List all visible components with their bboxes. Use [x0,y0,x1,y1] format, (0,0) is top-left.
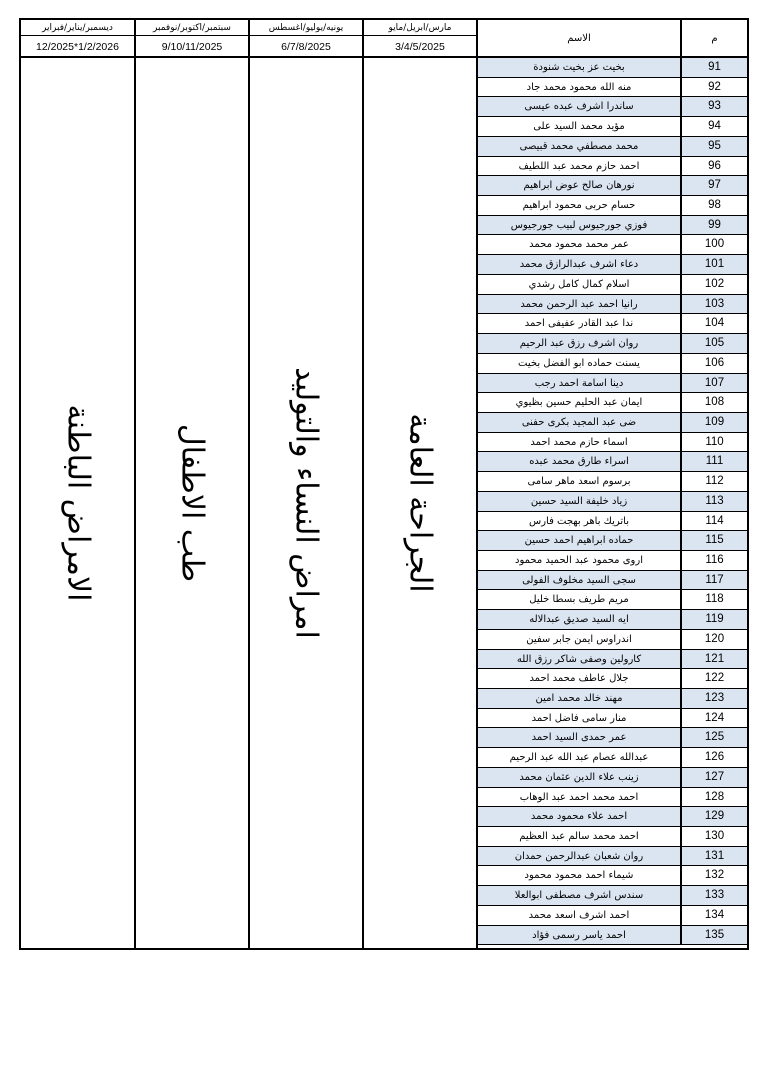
student-number: 123 [682,689,747,709]
table-row [478,235,747,255]
student-number: 127 [682,768,747,788]
table-row [478,847,747,867]
table-row [478,610,747,630]
student-name: بخيت عز بخيت شنودة [478,58,682,78]
table-row [478,689,747,709]
student-name: فوزي جورجيوس لبيب جورجيوس [478,216,682,236]
student-name: دعاء اشرف عبدالرازق محمد [478,255,682,275]
student-number: 121 [682,650,747,670]
student-number: 113 [682,492,747,512]
student-number: 116 [682,551,747,571]
student-name: يسنت حماده ابو الفضل بخيت [478,354,682,374]
student-name: ايمان عبد الحليم حسين بظيوي [478,393,682,413]
student-name: احمد اشرف اسعد محمد [478,906,682,926]
student-number: 95 [682,137,747,157]
student-number: 93 [682,97,747,117]
student-number: 99 [682,216,747,236]
table-row [478,176,747,196]
table-row [478,926,747,946]
student-name: نورهان صالح عوض ابراهيم [478,176,682,196]
student-name: حسام حربى محمود ابراهيم [478,196,682,216]
header-months-4: ديسمبر/يناير/فبراير [21,20,136,36]
student-name: دينا اسامة احمد رجب [478,374,682,394]
student-name: احمد محمد سالم عبد العظيم [478,827,682,847]
student-name: احمد علاء محمود محمد [478,807,682,827]
table-row [478,216,747,236]
table-row [478,196,747,216]
table-row [478,433,747,453]
department-label: الجراحة العامة [402,413,438,593]
header-months-3: سبتمبر/اكتوبر/نوفمبر [136,20,250,36]
student-number: 104 [682,314,747,334]
student-number: 109 [682,413,747,433]
department-label: الامراض الباطنة [60,404,95,602]
table-row [478,58,747,78]
header-name: الاسم [478,20,682,58]
student-name: زينب علاء الدين عثمان محمد [478,768,682,788]
student-number: 125 [682,728,747,748]
student-number: 118 [682,590,747,610]
student-name: زياد خليفة السيد حسين [478,492,682,512]
table-row [478,650,747,670]
student-name: كارولين وصفى شاكر رزق الله [478,650,682,670]
student-name: مهند خالد محمد امين [478,689,682,709]
student-number: 111 [682,452,747,472]
header-dates-4: 12/2025*1/2/2026 [21,36,136,58]
student-number: 98 [682,196,747,216]
table-row [478,906,747,926]
student-number: 110 [682,433,747,453]
table-row [478,827,747,847]
student-name: مؤيد محمد السيد على [478,117,682,137]
header-months-1: مارس/ابريل/مايو [364,20,478,36]
student-name: روان اشرف رزق عبد الرحيم [478,334,682,354]
student-number: 103 [682,295,747,315]
student-number: 134 [682,906,747,926]
table-row [478,768,747,788]
student-name: رانيا احمد عبد الرحمن محمد [478,295,682,315]
table-row [478,709,747,729]
student-name: اسلام كمال كامل رشدي [478,275,682,295]
table-row [478,275,747,295]
table-row [478,334,747,354]
table-row [478,531,747,551]
student-number: 102 [682,275,747,295]
table-row [478,413,747,433]
table-row [478,137,747,157]
table-row [478,157,747,177]
student-name: اسراء طارق محمد عبده [478,452,682,472]
student-name: منار سامى فاضل احمد [478,709,682,729]
table-row [478,117,747,137]
student-name: جلال عاطف محمد احمد [478,669,682,689]
rotation-schedule-table [19,18,749,950]
table-row [478,669,747,689]
header-dates-3: 9/10/11/2025 [136,36,250,58]
student-name: احمد حازم محمد عبد اللطيف [478,157,682,177]
student-number: 122 [682,669,747,689]
student-name: مريم طريف بسطا خليل [478,590,682,610]
table-row [478,571,747,591]
student-name: منه الله محمود محمد جاد [478,78,682,98]
student-number: 120 [682,630,747,650]
table-row [478,551,747,571]
student-name: اسماء حازم محمد احمد [478,433,682,453]
department-label: طب الاطفال [174,423,210,583]
student-name: محمد مصطفي محمد قبيصى [478,137,682,157]
student-number: 107 [682,374,747,394]
student-name: ضى عبد المجيد بكرى حفنى [478,413,682,433]
department-column-obgyn [250,58,364,948]
student-number: 101 [682,255,747,275]
table-row [478,788,747,808]
student-number: 131 [682,847,747,867]
student-name: ساندرا اشرف عبده عيسى [478,97,682,117]
table-row [478,354,747,374]
table-row [478,78,747,98]
table-row [478,295,747,315]
student-number: 130 [682,827,747,847]
table-row [478,472,747,492]
student-number: 108 [682,393,747,413]
student-number: 97 [682,176,747,196]
department-column-pediatrics [136,58,250,948]
student-number: 114 [682,512,747,532]
table-row [478,630,747,650]
department-label: امراض النساء والتوليد [288,367,324,639]
student-number: 117 [682,571,747,591]
student-number: 135 [682,926,747,946]
header-months-2: يونيه/يوليو/اغسطس [250,20,364,36]
student-name: اروى محمود عبد الحميد محمود [478,551,682,571]
student-number: 119 [682,610,747,630]
student-name: عمر محمد محمود محمد [478,235,682,255]
student-number: 132 [682,866,747,886]
student-name: ايه السيد صديق عبدالاله [478,610,682,630]
student-name: احمد محمد احمد عبد الوهاب [478,788,682,808]
table-row [478,314,747,334]
student-number: 92 [682,78,747,98]
student-name: اندراوس ايمن جابر سفين [478,630,682,650]
department-column-internal-medicine [21,58,136,948]
table-row [478,866,747,886]
student-number: 94 [682,117,747,137]
student-number: 115 [682,531,747,551]
table-row [478,492,747,512]
student-name: احمد ياسر رسمى فؤاد [478,926,682,946]
student-number: 128 [682,788,747,808]
header-dates-1: 3/4/5/2025 [364,36,478,58]
department-column-general-surgery [364,58,478,948]
student-number: 133 [682,886,747,906]
table-row [478,97,747,117]
student-number: 112 [682,472,747,492]
student-number: 96 [682,157,747,177]
student-name: شيماء احمد محمود محمود [478,866,682,886]
student-list [478,58,747,945]
header-dates-2: 6/7/8/2025 [250,36,364,58]
student-name: حماده ابراهيم احمد حسين [478,531,682,551]
student-name: سندس اشرف مصطفى ابوالعلا [478,886,682,906]
table-row [478,748,747,768]
student-number: 100 [682,235,747,255]
student-name: عمر حمدى السيد احمد [478,728,682,748]
table-row [478,728,747,748]
table-row [478,452,747,472]
student-name: باتريك باهر بهجت فارس [478,512,682,532]
table-row [478,393,747,413]
student-name: برسوم اسعد ماهر سامى [478,472,682,492]
student-name: سجى السيد مخلوف الفولى [478,571,682,591]
student-name: عبدالله عصام عبد الله عبد الرحيم [478,748,682,768]
table-row [478,807,747,827]
student-name: روان شعبان عبدالرحمن حمدان [478,847,682,867]
student-number: 105 [682,334,747,354]
header-number: م [682,20,747,58]
student-number: 106 [682,354,747,374]
student-number: 91 [682,58,747,78]
student-number: 124 [682,709,747,729]
table-row [478,590,747,610]
table-row [478,886,747,906]
table-row [478,374,747,394]
student-number: 126 [682,748,747,768]
student-name: ندا عبد القادر عفيفى احمد [478,314,682,334]
student-number: 129 [682,807,747,827]
table-row [478,255,747,275]
table-row [478,512,747,532]
